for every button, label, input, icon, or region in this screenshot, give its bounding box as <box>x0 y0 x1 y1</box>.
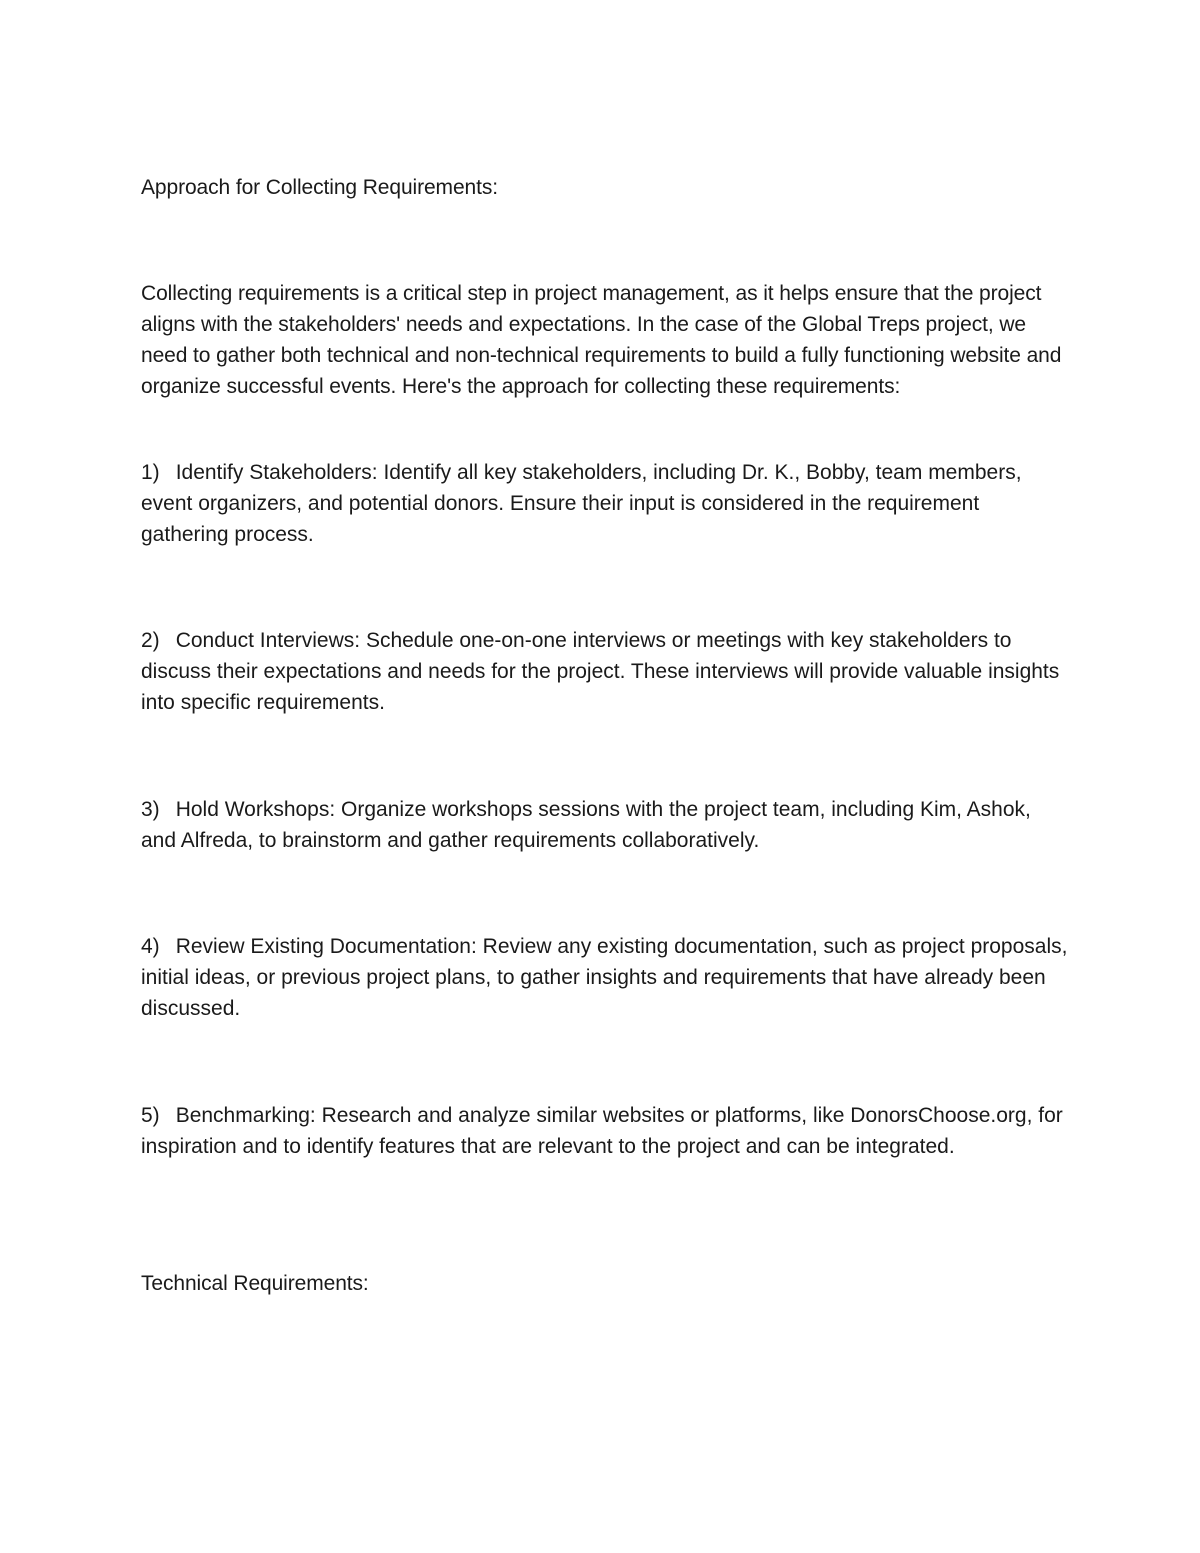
list-item-text: Hold Workshops: Organize workshops sessions with the project team, including Kim, Ashok, and Alfreda, to brainstorm and gather requirements collaboratively. <box>141 798 1031 852</box>
list-item <box>141 1100 1071 1162</box>
list-item <box>141 794 1071 856</box>
list-item-number: 4) <box>141 935 160 958</box>
list-item-number: 5) <box>141 1104 160 1127</box>
subsection-heading: Technical Requirements: <box>141 1272 369 1295</box>
list-item-text: Benchmarking: Research and analyze similar websites or platforms, like DonorsChoose.org, for inspiration and to identify features that are relevant to the project and can be integrated. <box>141 1104 1063 1158</box>
list-item-number: 3) <box>141 798 160 821</box>
list-item-text: Identify Stakeholders: Identify all key stakeholders, including Dr. K., Bobby, team members, event organizers, and potential donors. Ensure their input is considered in the requirement gathering process. <box>141 461 1022 546</box>
list-item-number: 1) <box>141 461 160 484</box>
list-item-text: Conduct Interviews: Schedule one-on-one interviews or meetings with key stakeholders to discuss their expectations and needs for the project. These interviews will provide valuable insights into specific requirements. <box>141 629 1060 714</box>
list-item <box>141 625 1071 718</box>
intro-paragraph: Collecting requirements is a critical step in project management, as it helps ensure that the project aligns with the stakeholders' needs and expectations. In the case of the Global Treps project, we need to gather both technical and non-technical requirements to build a fully functioning website and organize successful events. Here's the approach for collecting these requirements: <box>141 282 1062 398</box>
section-heading: Approach for Collecting Requirements: <box>141 176 498 199</box>
list-item-text: Review Existing Documentation: Review any existing documentation, such as project proposals, initial ideas, or previous project plans, to gather insights and requirements that have already been discussed. <box>141 935 1068 1020</box>
list-item <box>141 931 1071 1024</box>
list-item <box>141 457 1071 550</box>
list-item-number: 2) <box>141 629 160 652</box>
